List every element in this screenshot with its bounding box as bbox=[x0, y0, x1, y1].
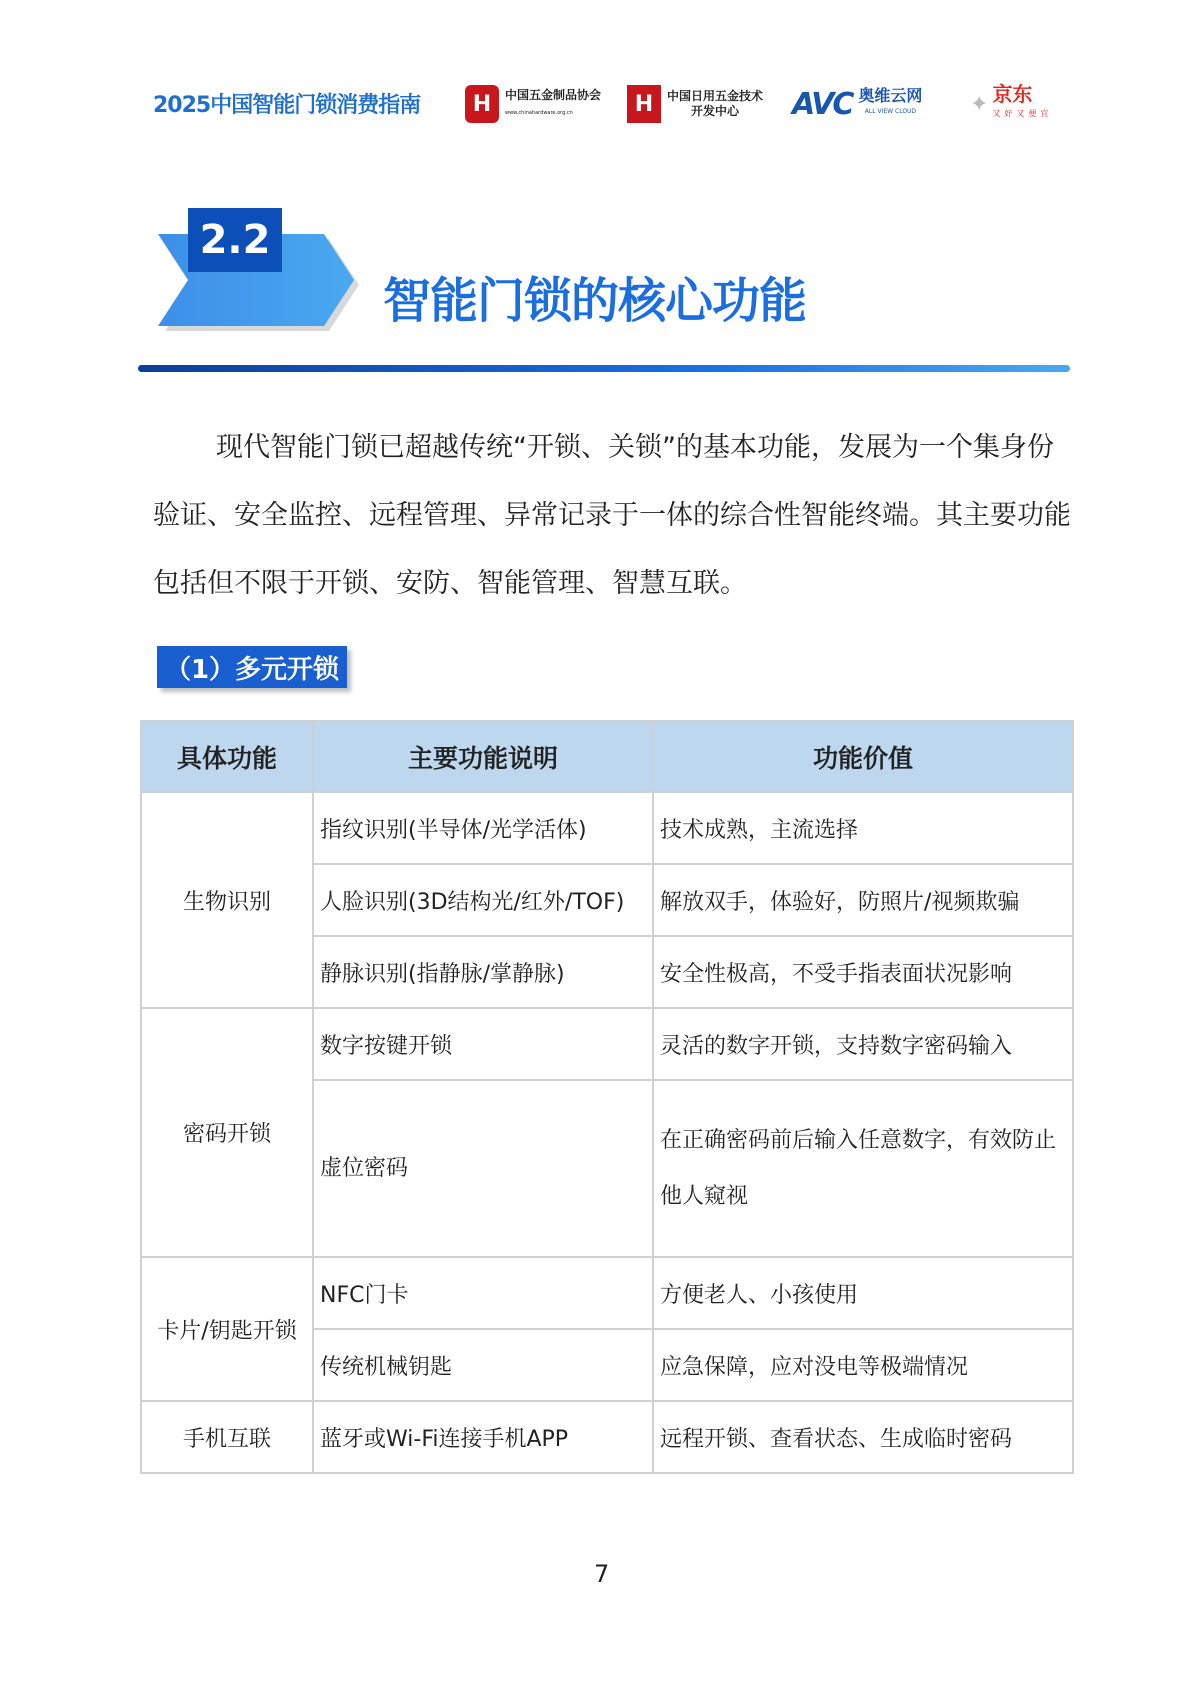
section-number: 2.2 bbox=[188, 208, 282, 272]
table-row bbox=[141, 1008, 1073, 1080]
desc-cell: 数字按键开锁 bbox=[313, 1008, 653, 1080]
header-cell: 主要功能说明 bbox=[313, 721, 653, 792]
desc-cell: 蓝牙或Wi-Fi连接手机APP bbox=[313, 1401, 653, 1473]
logo-name: 中国五金制品协会 bbox=[505, 87, 602, 102]
value-cell: 安全性极高，不受手指表面状况影响 bbox=[653, 936, 1073, 1008]
avc-mark: AVC bbox=[792, 86, 853, 122]
value-cell: 方便老人、小孩使用 bbox=[653, 1257, 1073, 1329]
desc-cell: 传统机械钥匙 bbox=[313, 1329, 653, 1401]
page-number: 7 bbox=[594, 1560, 610, 1588]
table-row bbox=[141, 792, 1073, 864]
table-row bbox=[141, 1257, 1073, 1329]
desc-cell: NFC门卡 bbox=[313, 1257, 653, 1329]
logo-avc bbox=[792, 82, 922, 126]
value-cell: 灵活的数字开锁，支持数字密码输入 bbox=[653, 1008, 1073, 1080]
tech-center-icon: H bbox=[627, 85, 661, 123]
logo-name-2: 开发中心 bbox=[691, 104, 740, 118]
subheading: （1）多元开锁 bbox=[157, 646, 347, 688]
header-cell: 功能价值 bbox=[653, 721, 1073, 792]
value-cell: 解放双手，体验好，防照片/视频欺骗 bbox=[653, 864, 1073, 936]
desc-cell: 指纹识别(半导体/光学活体) bbox=[313, 792, 653, 864]
logo-url: www.chinahardware.org.cn bbox=[505, 109, 573, 116]
desc-cell: 人脸识别(3D结构光/红外/TOF) bbox=[313, 864, 653, 936]
logo-slogan: 又好又便宜 bbox=[992, 109, 1053, 118]
logo-name: 奥维云网 bbox=[858, 86, 923, 105]
table-row bbox=[141, 1401, 1073, 1473]
logo-jd bbox=[970, 82, 1052, 126]
logo-hardware-tech-center bbox=[627, 82, 763, 126]
value-cell: 技术成熟，主流选择 bbox=[653, 792, 1073, 864]
logo-sub: ALL VIEW CLOUD bbox=[864, 108, 917, 115]
intro-text: 现代智能门锁已超越传统“开锁、关锁”的基本功能，发展为一个集身份验证、安全监控、远程管理、异常记录于一体的综合性智能终端。其主要功能包括但不限于开锁、安防、智能管理、智慧互联。 bbox=[153, 432, 1071, 599]
category-cell: 密码开锁 bbox=[141, 1008, 313, 1257]
value-cell: 远程开锁、查看状态、生成临时密码 bbox=[653, 1401, 1073, 1473]
header-cell: 具体功能 bbox=[141, 721, 313, 792]
table-header-row bbox=[141, 721, 1073, 792]
desc-cell: 静脉识别(指静脉/掌静脉) bbox=[313, 936, 653, 1008]
logo-china-hardware-association bbox=[465, 82, 601, 126]
logo-name: 京东 bbox=[992, 82, 1033, 106]
intro-paragraph bbox=[153, 414, 1073, 618]
unlock-methods-table bbox=[140, 720, 1074, 1474]
hardware-association-icon: H bbox=[465, 85, 499, 123]
desc-cell: 虚位密码 bbox=[313, 1080, 653, 1257]
document-title: 2025中国智能门锁消费指南 bbox=[153, 93, 421, 118]
value-cell: 应急保障，应对没电等极端情况 bbox=[653, 1329, 1073, 1401]
value-cell: 在正确密码前后输入任意数字，有效防止他人窥视 bbox=[653, 1080, 1073, 1257]
section-divider bbox=[138, 365, 1070, 372]
category-cell: 手机互联 bbox=[141, 1401, 313, 1473]
jd-mascot-icon: ✦ bbox=[970, 91, 989, 117]
category-cell: 生物识别 bbox=[141, 792, 313, 1008]
logo-name: 中国日用五金技术 bbox=[667, 89, 764, 103]
category-cell: 卡片/钥匙开锁 bbox=[141, 1257, 313, 1401]
section-title: 智能门锁的核心功能 bbox=[383, 273, 807, 329]
